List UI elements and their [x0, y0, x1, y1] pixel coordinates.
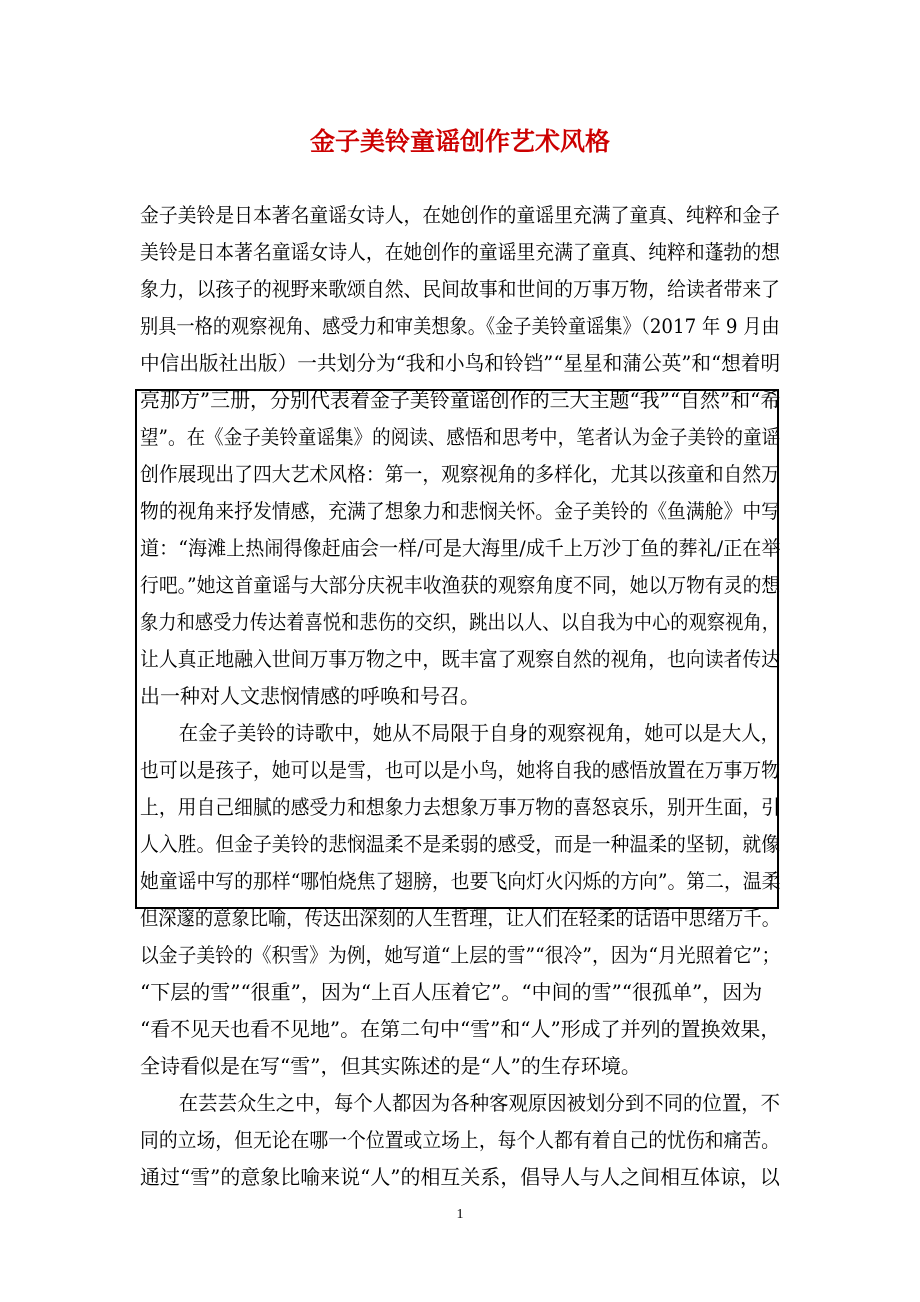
body-line: “下层的雪”“很重”，因为“上百人压着它”。“中间的雪”“很孤单”，因为 [140, 980, 763, 1004]
body-line: 行吧。”她这首童谣与大部分庆祝丰收渔获的观察角度不同，她以万物有灵的想 [140, 573, 781, 597]
body-line: 同的立场，但无论在哪一个位置或立场上，每个人都有着自己的忧伤和痛苦。 [140, 1128, 780, 1152]
body-line: 创作展现出了四大艺术风格：第一，观察视角的多样化，尤其以孩童和自然万 [140, 462, 780, 486]
body-line: 别具一格的观察视角、感受力和审美想象。《金子美铃童谣集》（2017 年 9 月由 [140, 314, 780, 338]
body-line: 出一种对人文悲悯情感的呼唤和号召。 [140, 684, 480, 708]
body-line: 望”。在《金子美铃童谣集》的阅读、感悟和思考中，笔者认为金子美铃的童谣 [140, 425, 781, 449]
body-line: 亮那方”三册，分别代表着金子美铃童谣创作的三大主题“我”“自然”和“希 [140, 388, 781, 412]
body-line: 金子美铃是日本著名童谣女诗人，在她创作的童谣里充满了童真、纯粹和金子 [140, 203, 780, 227]
highlight-frame [135, 389, 779, 909]
body-line: 道：“海滩上热闹得像赶庙会一样/可是大海里/成千上万沙丁鱼的葬礼/正在举 [140, 536, 781, 560]
document-title: 金子美铃童谣创作艺术风格 [309, 127, 610, 156]
body-line: 通过“雪”的意象比喻来说“人”的相互关系，倡导人与人之间相互体谅，以 [140, 1165, 780, 1189]
body-line: 在芸芸众生之中，每个人都因为各种客观原因被划分到不同的位置，不 [140, 1091, 780, 1115]
body-line: 美铃是日本著名童谣女诗人，在她创作的童谣里充满了童真、纯粹和蓬勃的想 [140, 240, 780, 264]
body-line: 以金子美铃的《积雪》为例，她写道“上层的雪”“很冷”，因为“月光照着它”； [140, 943, 781, 967]
body-line: 象力，以孩子的视野来歌颂自然、民间故事和世间的万事万物，给读者带来了 [140, 277, 780, 301]
body-line: 让人真正地融入世间万事万物之中，既丰富了观察自然的视角，也向读者传达 [140, 647, 780, 671]
body-line: 上，用自己细腻的感受力和想象力去想象万事万物的喜怒哀乐，别开生面，引 [140, 795, 780, 819]
body-line: 但深邃的意象比喻，传达出深刻的人生哲理，让人们在轻柔的话语中思绪万千。 [140, 906, 780, 930]
body-line: 象力和感受力传达着喜悦和悲伤的交织，跳出以人、以自我为中心的观察视角， [140, 610, 780, 634]
body-line: 物的视角来抒发情感，充满了想象力和悲悯关怀。金子美铃的《鱼满舱》中写 [140, 499, 780, 523]
body-line: 人入胜。但金子美铃的悲悯温柔不是柔弱的感受，而是一种温柔的坚韧，就像 [140, 832, 780, 856]
body-line: 中信出版社出版）一共划分为“我和小鸟和铃铛”“星星和蒲公英”和“想着明 [140, 351, 781, 375]
page-number: 1 [456, 1207, 464, 1222]
body-line: “看不见天也看不见地”。在第二句中“雪”和“人”形成了并列的置换效果， [140, 1017, 781, 1041]
body-line: 在金子美铃的诗歌中，她从不局限于自身的观察视角，她可以是大人， [140, 721, 780, 745]
body-line: 她童谣中写的那样“哪怕烧焦了翅膀，也要飞向灯火闪烁的方向”。第二，温柔 [140, 869, 781, 893]
body-line: 全诗看似是在写“雪”，但其实陈述的是“人”的生存环境。 [140, 1054, 641, 1078]
body-line: 也可以是孩子，她可以是雪，也可以是小鸟，她将自我的感悟放置在万事万物 [140, 758, 780, 782]
